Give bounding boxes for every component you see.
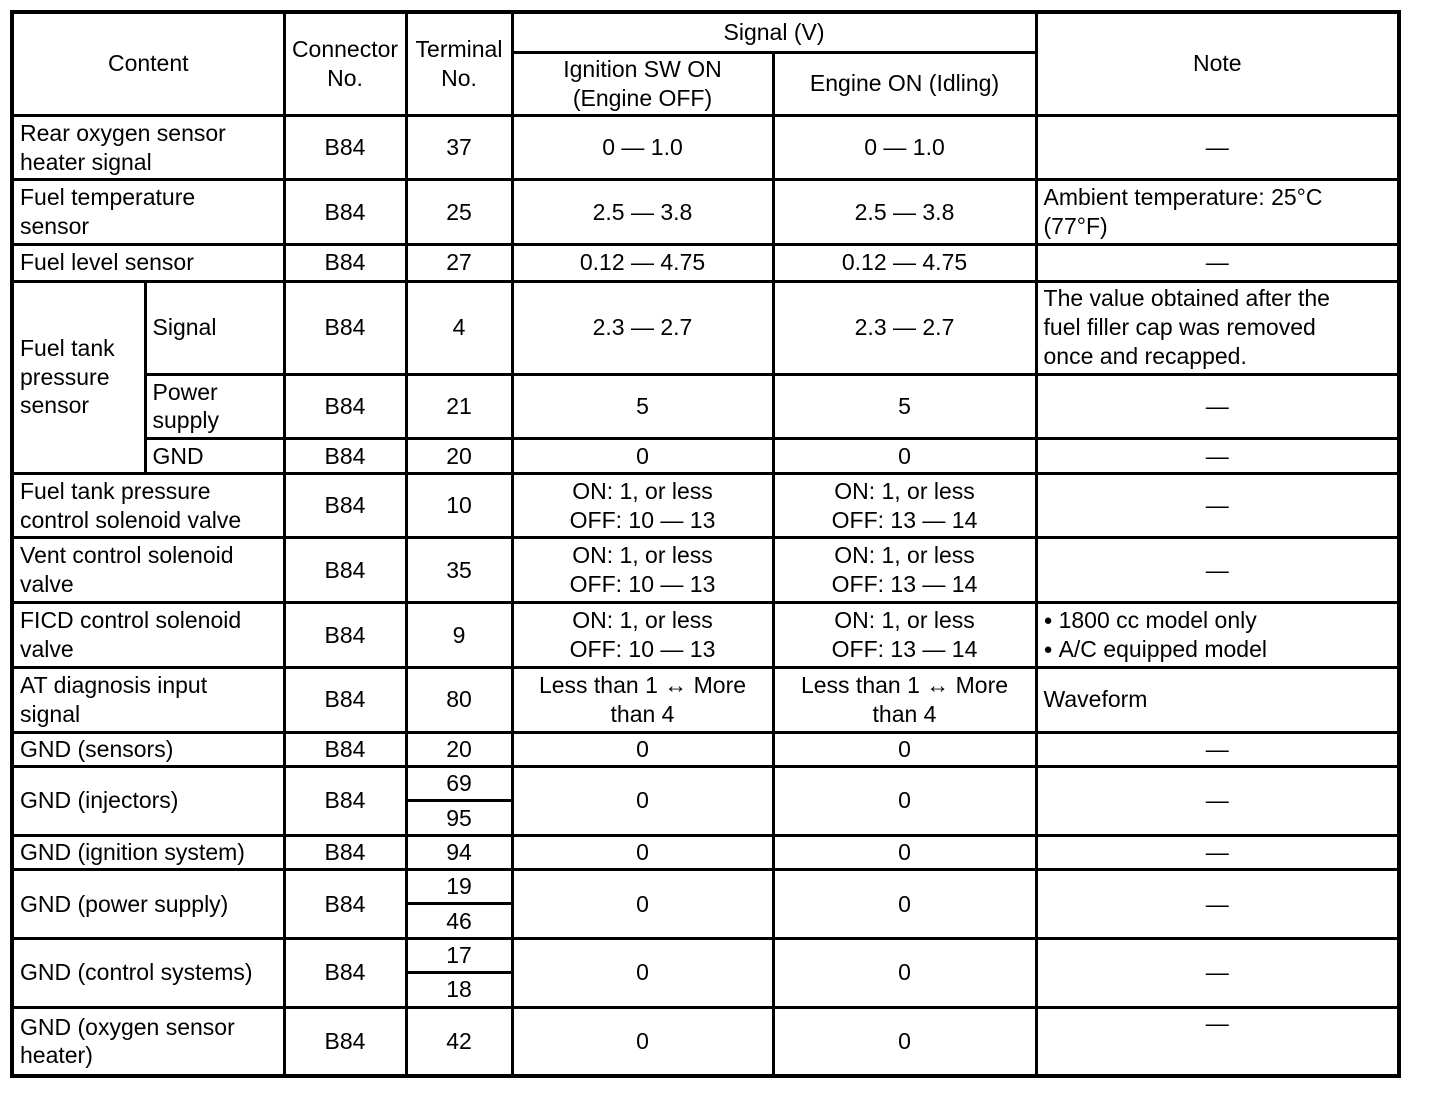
table-row (12, 938, 1399, 972)
table-row (12, 1007, 1399, 1076)
terminal-cell: 27 (406, 245, 512, 281)
terminal-cell: 25 (406, 180, 512, 245)
ignition-value-cell: ON: 1, or less OFF: 10 — 13 (512, 538, 773, 603)
terminal-cell: 35 (406, 538, 512, 603)
terminal-cell: 19 (406, 870, 512, 904)
note-cell: — (1036, 870, 1399, 939)
connector-cell: B84 (284, 835, 406, 869)
connector-cell: B84 (284, 245, 406, 281)
ignition-value-cell: 2.3 — 2.7 (512, 281, 773, 374)
connector-cell: B84 (284, 603, 406, 668)
ignition-value-cell: 0.12 — 4.75 (512, 245, 773, 281)
engine-value-cell: 5 (773, 374, 1036, 439)
ignition-value-cell: 0 — 1.0 (512, 115, 773, 180)
engine-value-cell: Less than 1 ↔ More than 4 (773, 667, 1036, 732)
ignition-value-cell: 0 (512, 835, 773, 869)
ignition-value-cell: 2.5 — 3.8 (512, 180, 773, 245)
terminal-cell: 20 (406, 439, 512, 473)
ignition-value-cell: 0 (512, 1007, 773, 1076)
table-row (12, 180, 1399, 245)
engine-value-cell: 2.5 — 3.8 (773, 180, 1036, 245)
terminal-cell: 46 (406, 904, 512, 938)
header-engine-on: Engine ON (Idling) (773, 52, 1036, 115)
fuel-tank-pressure-sensor-label: Fuel tank pressure sensor (12, 281, 145, 473)
engine-value-cell: ON: 1, or less OFF: 13 — 14 (773, 538, 1036, 603)
content-cell: Fuel level sensor (12, 245, 284, 281)
table-row (12, 473, 1399, 538)
engine-value-cell: 0 — 1.0 (773, 115, 1036, 180)
note-cell: — (1036, 473, 1399, 538)
ignition-value-cell: 0 (512, 938, 773, 1007)
content-cell: GND (power supply) (12, 870, 284, 939)
engine-value-cell: 0 (773, 835, 1036, 869)
header-connector: Connector No. (284, 12, 406, 115)
connector-cell: B84 (284, 870, 406, 939)
connector-cell: B84 (284, 766, 406, 835)
content-cell: Fuel tank pressure control solenoid valve (12, 473, 284, 538)
sub-content-cell: Signal (145, 281, 284, 374)
connector-cell: B84 (284, 732, 406, 766)
content-cell: GND (sensors) (12, 732, 284, 766)
engine-value-cell: 0 (773, 766, 1036, 835)
terminal-cell: 42 (406, 1007, 512, 1076)
note-cell: — (1036, 1007, 1399, 1076)
engine-value-cell: 2.3 — 2.7 (773, 281, 1036, 374)
ignition-value-cell: 0 (512, 766, 773, 835)
engine-value-cell: 0 (773, 938, 1036, 1007)
connector-cell: B84 (284, 938, 406, 1007)
connector-cell: B84 (284, 538, 406, 603)
connector-cell: B84 (284, 115, 406, 180)
engine-value-cell: 0.12 — 4.75 (773, 245, 1036, 281)
content-cell: AT diagnosis input signal (12, 667, 284, 732)
connector-cell: B84 (284, 180, 406, 245)
connector-cell: B84 (284, 439, 406, 473)
note-bullet-item: ● 1800 cc model only (1044, 606, 1392, 635)
table-row (12, 870, 1399, 904)
note-cell: — (1036, 245, 1399, 281)
table-row (12, 538, 1399, 603)
table-row (12, 667, 1399, 732)
table-row (12, 732, 1399, 766)
note-cell: — (1036, 374, 1399, 439)
sub-content-cell: Power supply (145, 374, 284, 439)
engine-value-cell: ON: 1, or less OFF: 13 — 14 (773, 473, 1036, 538)
terminal-cell: 4 (406, 281, 512, 374)
note-cell: — (1036, 538, 1399, 603)
content-cell: GND (control systems) (12, 938, 284, 1007)
terminal-cell: 80 (406, 667, 512, 732)
header-signal: Signal (V) (512, 12, 1036, 52)
terminal-cell: 17 (406, 938, 512, 972)
table-row (12, 245, 1399, 281)
engine-value-cell: ON: 1, or less OFF: 13 — 14 (773, 603, 1036, 668)
engine-value-cell: 0 (773, 1007, 1036, 1076)
ecm-signal-table (10, 10, 1401, 1078)
terminal-cell: 95 (406, 801, 512, 835)
note-cell: — (1036, 439, 1399, 473)
connector-cell: B84 (284, 281, 406, 374)
content-cell: GND (oxygen sensor heater) (12, 1007, 284, 1076)
terminal-cell: 9 (406, 603, 512, 668)
content-cell: GND (ignition system) (12, 835, 284, 869)
sub-content-cell: GND (145, 439, 284, 473)
ignition-value-cell: ON: 1, or less OFF: 10 — 13 (512, 603, 773, 668)
note-cell: — (1036, 766, 1399, 835)
connector-cell: B84 (284, 374, 406, 439)
terminal-cell: 10 (406, 473, 512, 538)
note-bullet-item: ● A/C equipped model (1044, 635, 1392, 664)
terminal-cell: 37 (406, 115, 512, 180)
table-row (12, 374, 1399, 439)
ignition-value-cell: Less than 1 ↔ More than 4 (512, 667, 773, 732)
terminal-cell: 69 (406, 766, 512, 800)
header-ignition-sw-on: Ignition SW ON (Engine OFF) (512, 52, 773, 115)
note-cell (1036, 603, 1399, 668)
table-row (12, 439, 1399, 473)
table-row (12, 766, 1399, 800)
ignition-value-cell: 5 (512, 374, 773, 439)
note-cell: — (1036, 835, 1399, 869)
table-row (12, 603, 1399, 668)
note-cell: — (1036, 115, 1399, 180)
terminal-cell: 94 (406, 835, 512, 869)
engine-value-cell: 0 (773, 439, 1036, 473)
content-cell: GND (injectors) (12, 766, 284, 835)
table-row (12, 835, 1399, 869)
terminal-cell: 21 (406, 374, 512, 439)
content-cell: FICD control solenoid valve (12, 603, 284, 668)
note-cell: Waveform (1036, 667, 1399, 732)
header-note: Note (1036, 12, 1399, 115)
content-cell: Rear oxygen sensor heater signal (12, 115, 284, 180)
terminal-cell: 18 (406, 973, 512, 1007)
note-cell: — (1036, 732, 1399, 766)
table-row (12, 281, 1399, 374)
content-cell: Vent control solenoid valve (12, 538, 284, 603)
engine-value-cell: 0 (773, 870, 1036, 939)
note-cell: — (1036, 938, 1399, 1007)
table-row (12, 115, 1399, 180)
connector-cell: B84 (284, 667, 406, 732)
connector-cell: B84 (284, 473, 406, 538)
connector-cell: B84 (284, 1007, 406, 1076)
header-content: Content (12, 12, 284, 115)
ignition-value-cell: 0 (512, 439, 773, 473)
terminal-cell: 20 (406, 732, 512, 766)
ignition-value-cell: 0 (512, 732, 773, 766)
note-cell: The value obtained after the fuel filler cap was removed once and recapped. (1036, 281, 1399, 374)
engine-value-cell: 0 (773, 732, 1036, 766)
ignition-value-cell: ON: 1, or less OFF: 10 — 13 (512, 473, 773, 538)
note-cell: Ambient temperature: 25°C (77°F) (1036, 180, 1399, 245)
header-terminal: Terminal No. (406, 12, 512, 115)
content-cell: Fuel temperature sensor (12, 180, 284, 245)
ignition-value-cell: 0 (512, 870, 773, 939)
